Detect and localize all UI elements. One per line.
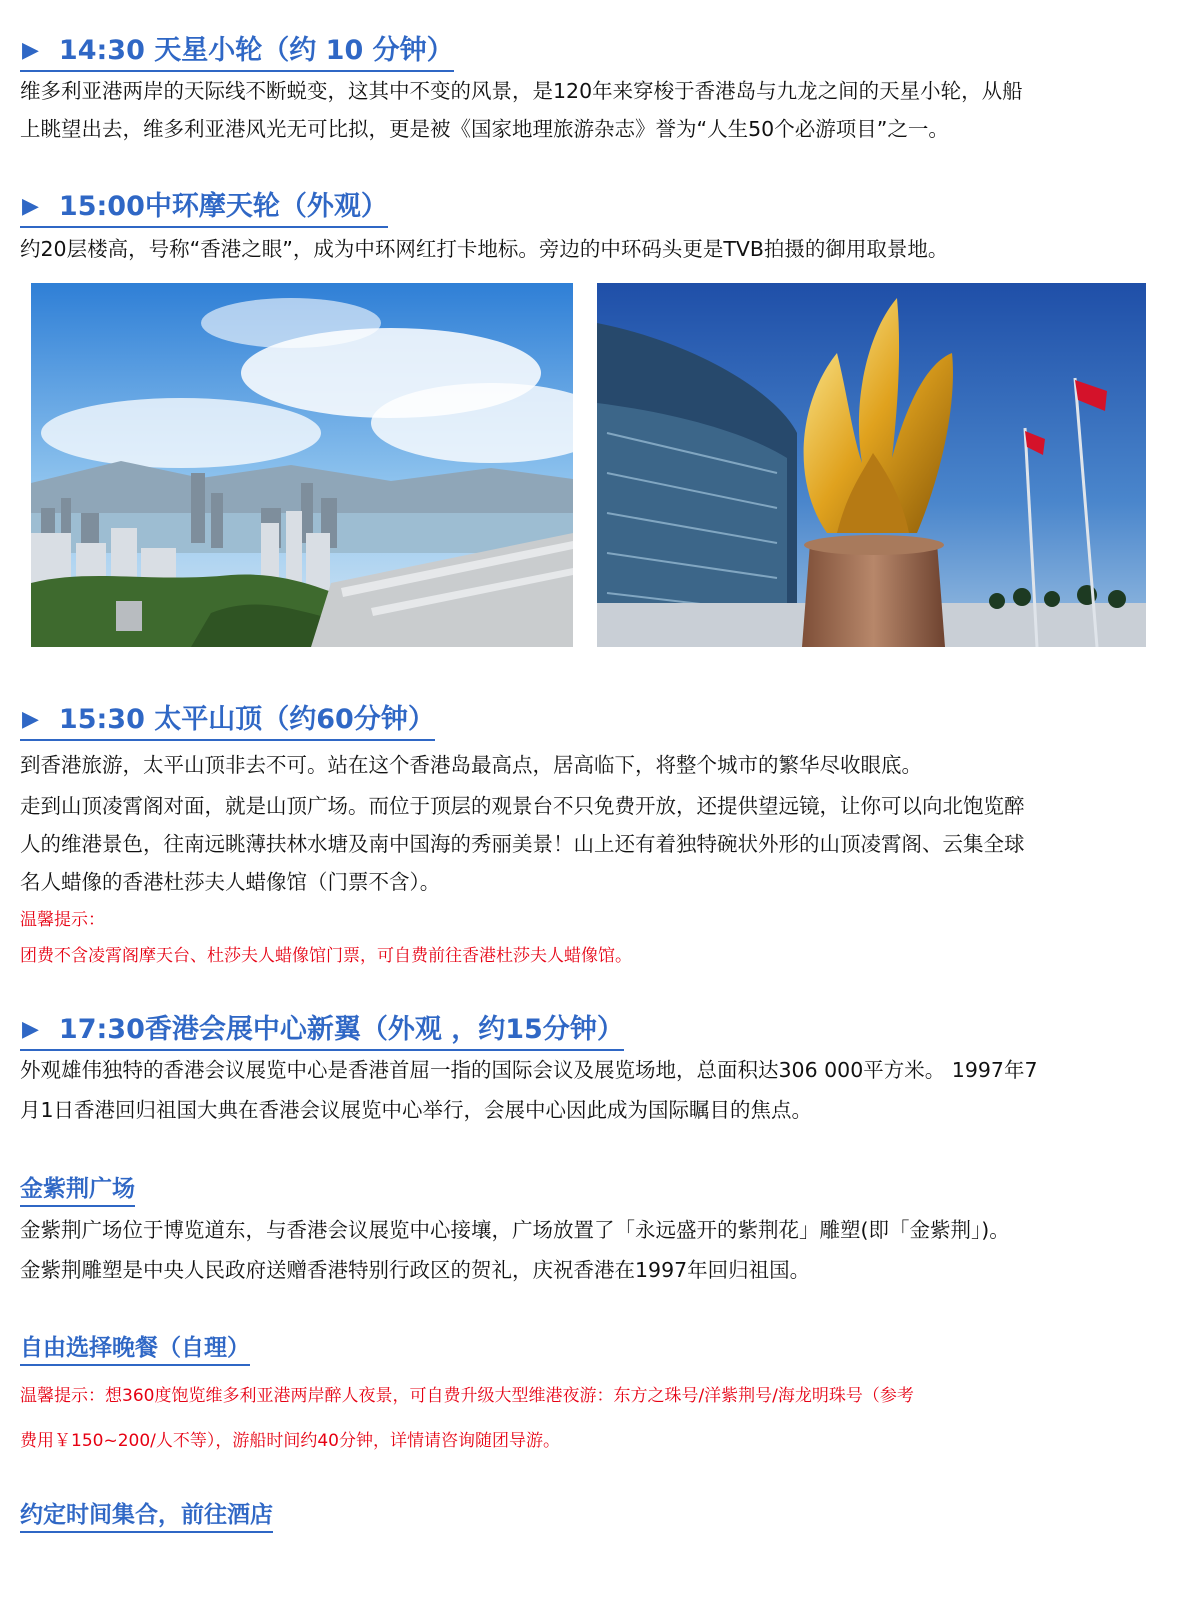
dinner-tip-line-1: 温馨提示：想360度饱览维多利亚港两岸醉人夜景，可自费升级大型维港夜游：东方之珠号/洋紫荆号/海龙明珠号（参考 [20,1386,914,1406]
heading-dinner: 自由选择晚餐（自理） [20,1333,250,1366]
bauhinia-line-1: 金紫荆广场位于博览道东，与香港会议展览中心接壤，广场放置了「永远盛开的紫荆花」雕塑(即「金紫荆」)。 [20,1218,1010,1242]
victoria-peak-photo [31,283,573,647]
heading-star-ferry: ▶ 14:30 天星小轮（约 10 分钟） [20,34,454,72]
play-marker-icon: ▶ [22,38,39,63]
peak-line-1: 到香港旅游，太平山顶非去不可。站在这个香港岛最高点，居高临下，将整个城市的繁华尽收眼底。 [20,753,922,777]
play-marker-icon: ▶ [22,194,39,219]
dinner-tip-line-2: 费用￥150~200/人不等），游船时间约40分钟，详情请咨询随团导游。 [20,1431,560,1451]
heading-victoria-peak: ▶ 15:30 太平山顶（约60分钟） [20,703,435,741]
ferris-wheel-line-1: 约20层楼高，号称“香港之眼”，成为中环网红打卡地标。旁边的中环码头更是TVB拍摄的御用取景地。 [20,237,949,261]
convention-line-2: 月1日香港回归祖国大典在香港会议展览中心举行，会展中心因此成为国际瞩目的焦点。 [20,1098,813,1122]
heading-ferris-wheel: ▶ 15:00中环摩天轮（外观） [20,190,388,228]
peak-line-2: 走到山顶凌霄阁对面，就是山顶广场。而位于顶层的观景台不只免费开放，还提供望远镜，让你可以向北饱览醉 [20,794,1025,818]
star-ferry-line-2: 上眺望出去，维多利亚港风光无可比拟，更是被《国家地理旅游杂志》誉为“人生50个必游项目”之一。 [20,117,949,141]
heading-golden-bauhinia-square: 金紫荆广场 [20,1174,135,1207]
peak-tip-title: 温馨提示： [20,910,105,930]
star-ferry-line-1: 维多利亚港两岸的天际线不断蜕变，这其中不变的风景，是120年来穿梭于香港岛与九龙之间的天星小轮，从船 [20,79,1023,103]
heading-assemble-hotel: 约定时间集合，前往酒店 [20,1500,273,1533]
heading-convention-centre: ▶ 17:30香港会展中心新翼（外观 ，约15分钟） [20,1013,624,1051]
play-marker-icon: ▶ [22,707,39,732]
convention-line-1: 外观雄伟独特的香港会议展览中心是香港首屈一指的国际会议及展览场地，总面积达306 000平方米。 1997年7 [20,1058,1038,1082]
peak-line-3: 人的维港景色，往南远眺薄扶林水塘及南中国海的秀丽美景！山上还有着独特碗状外形的山顶凌霄阁、云集全球 [20,832,1025,856]
golden-bauhinia-photo [597,283,1146,647]
peak-tip-text: 团费不含凌霄阁摩天台、杜莎夫人蜡像馆门票，可自费前往香港杜莎夫人蜡像馆。 [20,946,632,966]
peak-line-4: 名人蜡像的香港杜莎夫人蜡像馆（门票不含）。 [20,870,441,894]
play-marker-icon: ▶ [22,1017,39,1042]
bauhinia-line-2: 金紫荆雕塑是中央人民政府送赠香港特别行政区的贺礼，庆祝香港在1997年回归祖国。 [20,1258,811,1282]
